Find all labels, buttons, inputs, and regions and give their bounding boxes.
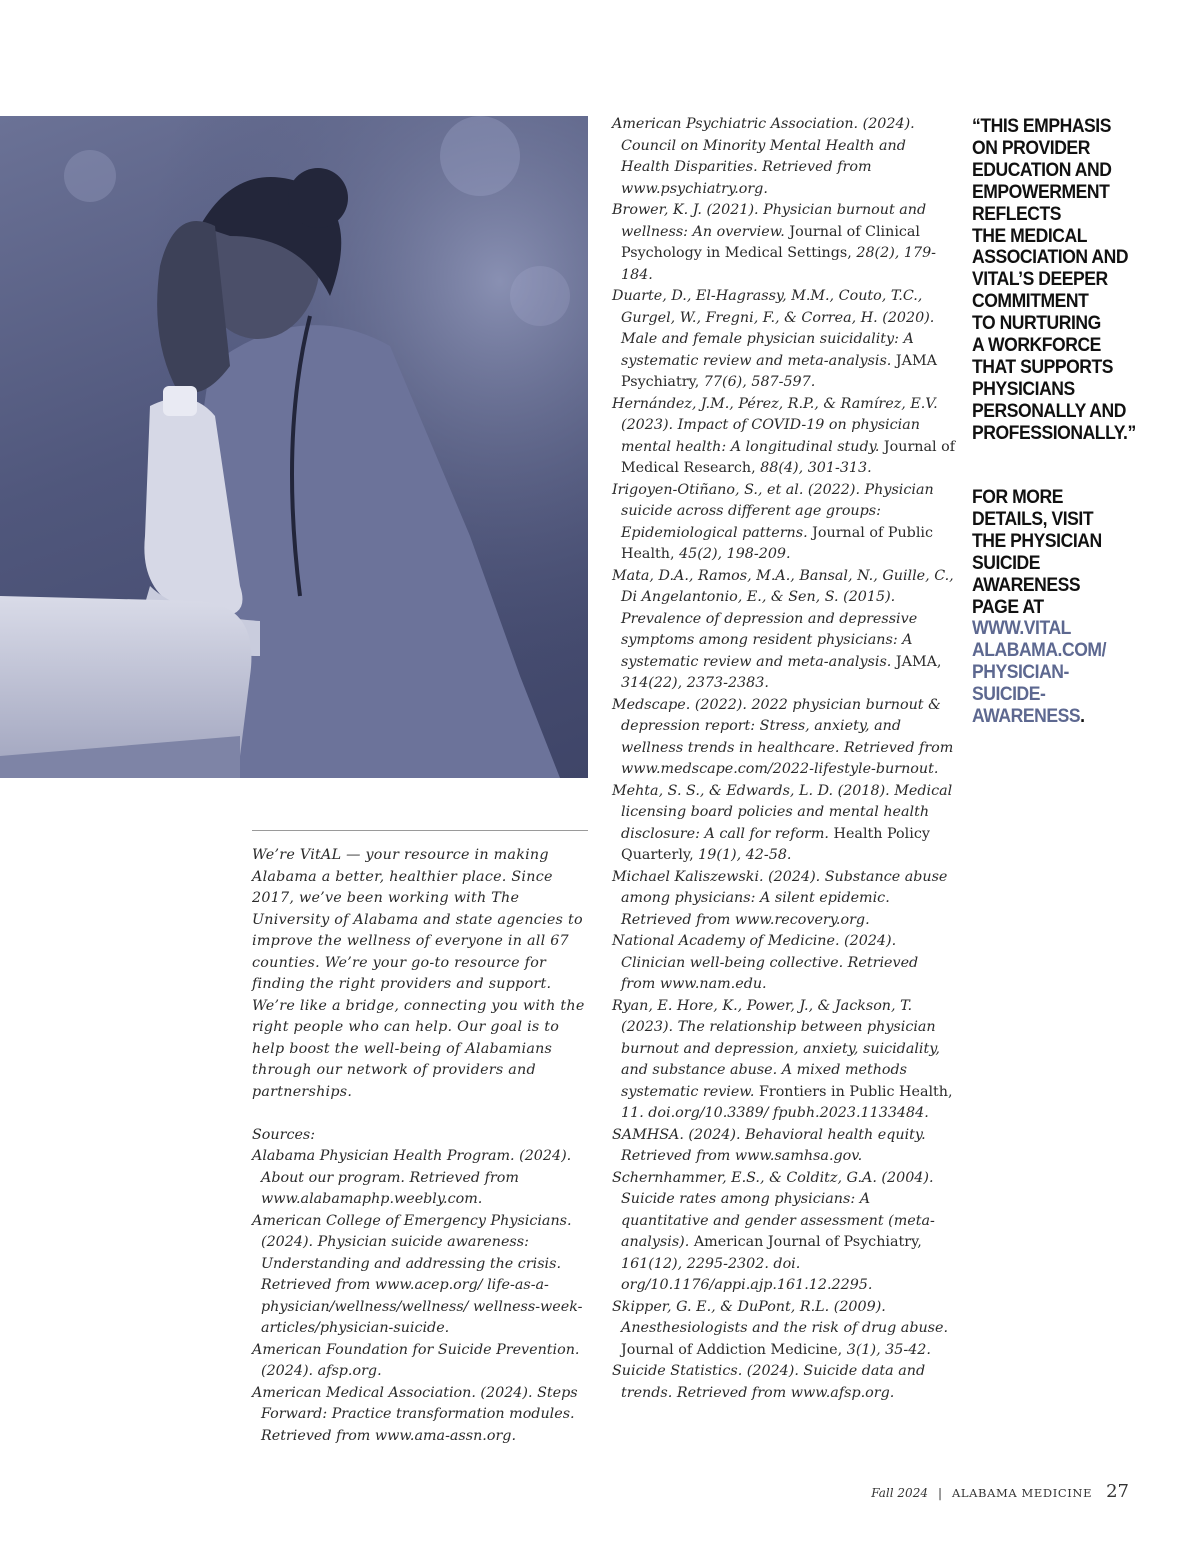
sources-list-column-1	[252, 1146, 592, 1447]
pull-quote-line: COMMITMENT	[972, 290, 1089, 313]
pull-quote-line: A WORKFORCE	[972, 334, 1101, 357]
source-item: Suicide Statistics. (2024). Suicide data and trends. Retrieved from www.afsp.org.	[612, 1363, 926, 1401]
source-item: Medscape. (2022). 2022 physician burnout & depression report: Stress, anxiety, and wellness trends in healthcare. Retrieved from www.medscape.com/2022-lifestyle-burnout.	[612, 696, 954, 777]
source-item: Alabama Physician Health Program. (2024). About our program. Retrieved from www.alabamaphp.weebly.com.	[252, 1148, 572, 1207]
pull-quote-line: “THIS EMPHASIS	[972, 115, 1111, 137]
source-item: American College of Emergency Physicians. (2024). Physician suicide awareness: Understanding and addressing the crisis. Retrieved from www.acep.org/ life-as-a-physician/wellness/wellness/ wellness-week-articles/physician-suicide.	[252, 1212, 583, 1336]
link-period: .	[1080, 705, 1085, 728]
awareness-page-link[interactable]: WWW.VITAL	[972, 617, 1071, 640]
source-item: American Foundation for Suicide Prevention. (2024). afsp.org.	[252, 1341, 580, 1379]
sources-list-column-2	[612, 114, 957, 1404]
pull-quote-line: EMPOWERMENT	[972, 180, 1110, 203]
more-details-line: SUICIDE	[972, 551, 1041, 574]
source-item: Schernhammer, E.S., & Colditz, G.A. (2004). Suicide rates among physicians: A quantitative and gender assessment (meta-analysis). American Journal of Psychiatry, 161(12), 2295-2302. doi. org/10.1176/appi.ajp.161.12.2295.	[612, 1169, 935, 1293]
pull-quote-line: PROFESSIONALLY.”	[972, 421, 1136, 444]
source-item: National Academy of Medicine. (2024). Clinician well-being collective. Retrieved from www.nam.edu.	[612, 933, 919, 992]
source-item: American Medical Association. (2024). Steps Forward: Practice transformation modules. Retrieved from www.ama-assn.org.	[252, 1384, 578, 1444]
more-details-callout	[972, 487, 1152, 728]
pull-quote-line: REFLECTS	[972, 202, 1062, 225]
issue-season: Fall 2024	[871, 1486, 928, 1500]
source-item: Brower, K. J. (2021). Physician burnout and wellness: An overview. Journal of Clinical Psychology in Medical Settings, 28(2), 179-184.	[612, 202, 936, 283]
pull-quote-line: TO NURTURING	[972, 312, 1101, 335]
source-item: American Psychiatric Association. (2024). Council on Minority Mental Health and Health Disparities. Retrieved from www.psychiatry.org.	[612, 116, 915, 197]
sources-label: Sources:	[252, 1127, 316, 1143]
page-footer	[871, 1481, 1129, 1502]
about-vital-paragraph: We’re VitAL — your resource in making Alabama a better, healthier place. Since 2017, we’ve been working with The University of Alabama and state agencies to improve the wellness of everyone in all 67 counties. We’re your go-to resource for finding the right providers and support. We’re like a bridge, connecting you with the right people who can help. Our goal is to help boost the well-being of Alabamians through our network of providers and partnerships.	[252, 847, 585, 1100]
source-item: Hernández, J.M., Pérez, R.P., & Ramírez, E.V. (2023). Impact of COVID-19 on physician mental health: A longitudinal study. Journal of Medical Research, 88(4), 301-313.	[612, 395, 956, 476]
source-item: Michael Kaliszewski. (2024). Substance abuse among physicians: A silent epidemic. Retrieved from www.recovery.org.	[612, 868, 948, 928]
source-item: Mata, D.A., Ramos, M.A., Bansal, N., Guille, C., Di Angelantonio, E., & Sen, S. (2015). Prevalence of depression and depressive symptoms among resident physicians: A systematic review and meta-analysis. JAMA, 314(22), 2373-2383.	[612, 567, 954, 691]
pull-quote-line: EDUCATION AND	[972, 158, 1112, 181]
pull-quote-line: PHYSICIANS	[972, 377, 1075, 400]
source-item: Skipper, G. E., & DuPont, R.L. (2009). Anesthesiologists and the risk of drug abuse. Journal of Addiction Medicine, 3(1), 35-42.	[612, 1298, 949, 1358]
more-details-line: FOR MORE	[972, 486, 1063, 508]
stressed-physician-photo	[0, 116, 588, 778]
page-number: 27	[1106, 1481, 1129, 1502]
awareness-page-link[interactable]: ALABAMA.COM/	[972, 639, 1107, 662]
magazine-title: ALABAMA MEDICINE	[952, 1486, 1093, 1500]
pull-quote-line: THAT SUPPORTS	[972, 355, 1114, 378]
source-item: Mehta, S. S., & Edwards, L. D. (2018). Medical licensing board policies and mental health disclosure: A call for reform. Health Policy Quarterly, 19(1), 42-58.	[612, 782, 953, 863]
pull-quote-line: ASSOCIATION AND	[972, 246, 1129, 269]
more-details-line: DETAILS, VISIT	[972, 507, 1094, 530]
more-details-line: PAGE AT	[972, 595, 1044, 618]
section-divider	[252, 830, 588, 831]
more-details-line: THE PHYSICIAN	[972, 529, 1102, 552]
pull-quote-line: VITAL’S DEEPER	[972, 268, 1108, 291]
pull-quote-line: THE MEDICAL	[972, 224, 1087, 247]
more-details-line: AWARENESS	[972, 573, 1081, 596]
pull-quote-line: PERSONALLY AND	[972, 399, 1126, 422]
awareness-page-link[interactable]: SUICIDE-	[972, 683, 1046, 706]
photo-illustration	[0, 116, 588, 778]
source-item: Duarte, D., El-Hagrassy, M.M., Couto, T.C., Gurgel, W., Fregni, F., & Correa, H. (2020). Male and female physician suicidality: A systematic review and meta-analysis. JAMA Psychiatry, 77(6), 587-597.	[612, 288, 937, 390]
footer-separator: |	[937, 1486, 943, 1500]
source-item: Ryan, E. Hore, K., Power, J., & Jackson, T. (2023). The relationship between physician burnout and depression, anxiety, suicidality, and substance abuse. A mixed methods systematic review. Frontiers in Public Health, 11. doi.org/10.3389/ fpubh.2023.1133484.	[612, 997, 953, 1121]
pull-quote-line: ON PROVIDER	[972, 136, 1090, 159]
awareness-page-link[interactable]: AWARENESS	[972, 705, 1081, 728]
awareness-page-link[interactable]: PHYSICIAN-	[972, 661, 1069, 684]
source-item: SAMHSA. (2024). Behavioral health equity. Retrieved from www.samhsa.gov.	[612, 1126, 926, 1164]
source-item: Irigoyen-Otiñano, S., et al. (2022). Physician suicide across different age groups: Epidemiological patterns. Journal of Public Health, 45(2), 198-209.	[612, 481, 934, 562]
pull-quote	[972, 116, 1152, 445]
